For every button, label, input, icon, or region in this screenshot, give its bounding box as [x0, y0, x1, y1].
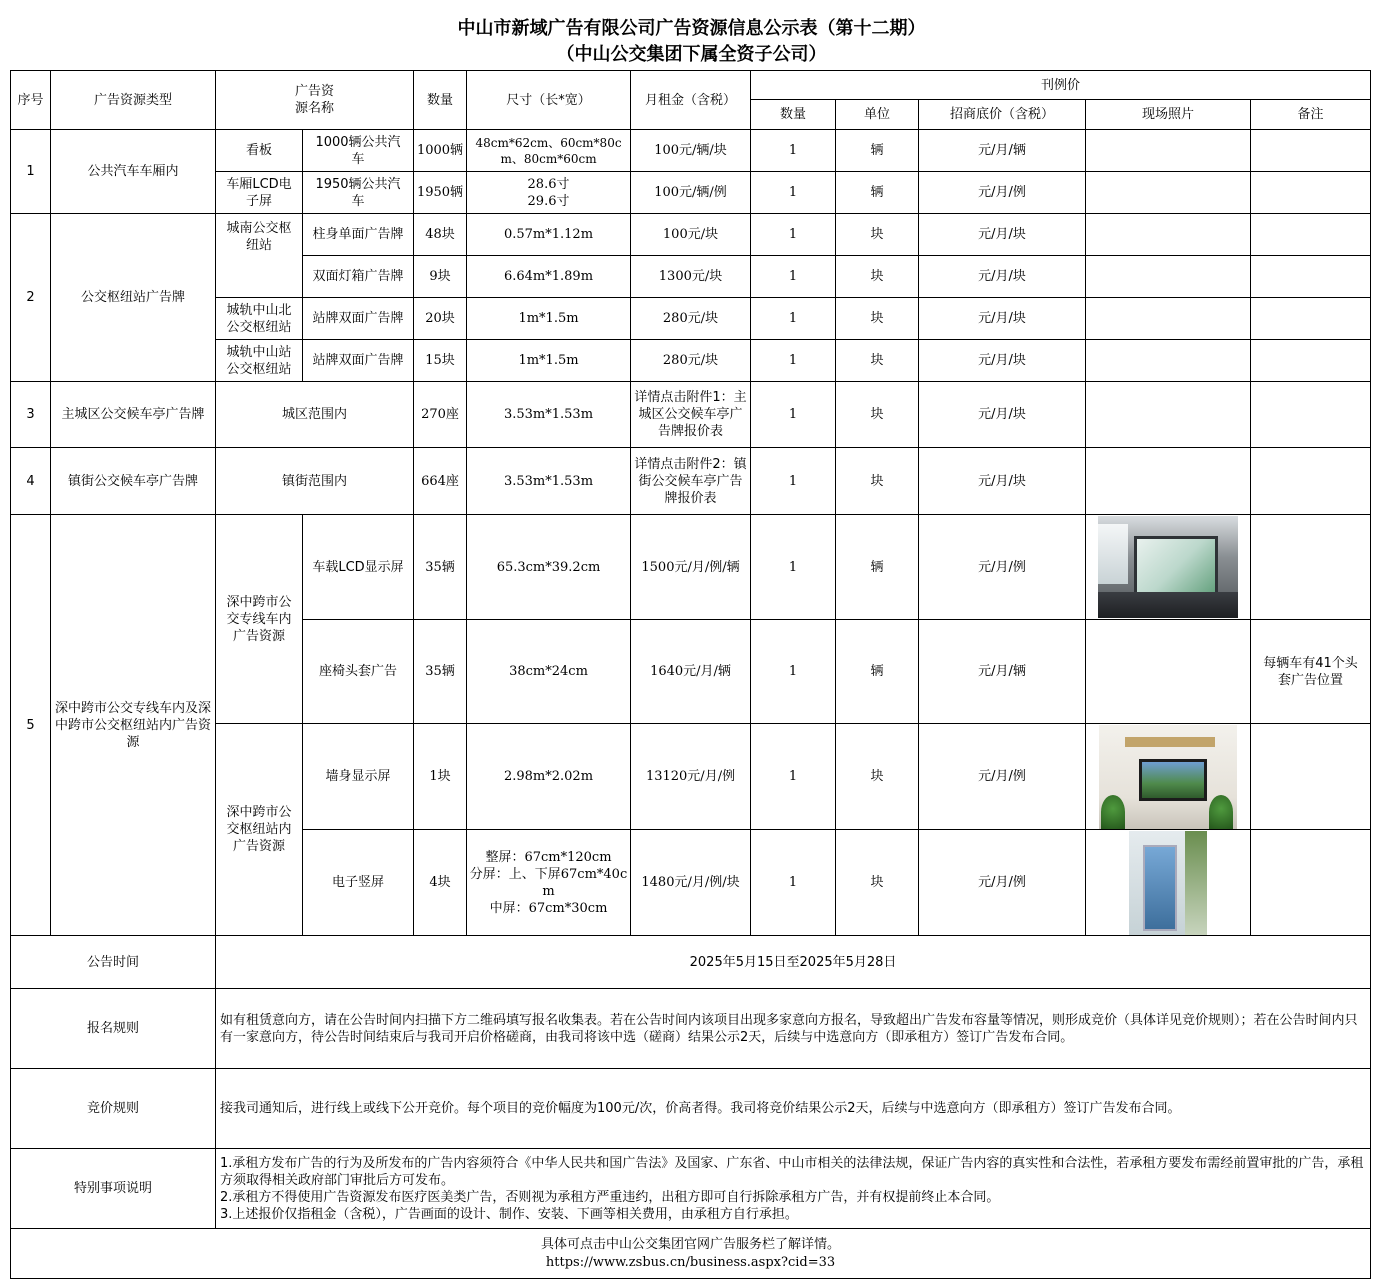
- cell-no: 5: [11, 515, 51, 936]
- cell-name-a: 城轨中山站公交枢纽站: [216, 340, 303, 382]
- cell-unit: 块: [836, 830, 919, 936]
- cell-base: 元/月/例: [919, 830, 1086, 936]
- cell-name-b: 双面灯箱广告牌: [303, 256, 414, 298]
- cell-name-a: 城南公交枢纽站: [216, 214, 303, 298]
- cell-remark: [1251, 340, 1371, 382]
- cell-qty: 9块: [414, 256, 467, 298]
- cell-size: 38cm*24cm: [467, 620, 631, 724]
- cell-rent: 1500元/月/例/辆: [631, 515, 751, 620]
- cell-unit: 块: [836, 382, 919, 448]
- cell-photo: [1086, 214, 1251, 256]
- kiosk-photo: [1129, 831, 1207, 935]
- cell-base: 元/月/辆: [919, 620, 1086, 724]
- header-photo: 现场照片: [1086, 100, 1251, 130]
- cell-photo: [1086, 515, 1251, 620]
- cell-rent: 100元/块: [631, 214, 751, 256]
- cell-base: 元/月/块: [919, 340, 1086, 382]
- cell-photo: [1086, 724, 1251, 830]
- cell-type: 公共汽车车厢内: [51, 130, 216, 214]
- header-price-group: 刊例价: [751, 71, 1371, 100]
- cell-photo: [1086, 130, 1251, 172]
- ad-resource-table: [10, 70, 1371, 1279]
- cell-remark: 每辆车有41个头套广告位置: [1251, 620, 1371, 724]
- cell-type: 主城区公交候车亭广告牌: [51, 382, 216, 448]
- cell-size: 28.6寸 29.6寸: [467, 172, 631, 214]
- footer-cell: [11, 1229, 1371, 1279]
- cell-photo: [1086, 620, 1251, 724]
- cell-size: 48cm*62cm、60cm*80cm、80cm*60cm: [467, 130, 631, 172]
- cell-name-b: 柱身单面广告牌: [303, 214, 414, 256]
- cell-base: 元/月/块: [919, 448, 1086, 515]
- cell-qty: 35辆: [414, 515, 467, 620]
- cell-qty: 1块: [414, 724, 467, 830]
- cell-sub-qty: 1: [751, 214, 836, 256]
- cell-base: 元/月/例: [919, 724, 1086, 830]
- wall-screen-photo: [1099, 725, 1237, 829]
- cell-base: 元/月/辆: [919, 130, 1086, 172]
- cell-qty: 4块: [414, 830, 467, 936]
- cell-base: 元/月/块: [919, 214, 1086, 256]
- cell-remark: [1251, 130, 1371, 172]
- cell-remark: [1251, 515, 1371, 620]
- table-row: [11, 214, 1371, 256]
- cell-unit: 块: [836, 448, 919, 515]
- header-sub-qty: 数量: [751, 100, 836, 130]
- page-subtitle: （中山公交集团下属全资子公司）: [556, 44, 827, 65]
- cell-remark: [1251, 830, 1371, 936]
- cell-base: 元/月/块: [919, 298, 1086, 340]
- bid-value: 接我司通知后，进行线上或线下公开竞价。每个项目的竞价幅度为100元/次，价高者得。我司将竞价结果公示2天，后续与中选意向方（即承租方）签订广告发布合同。: [216, 1069, 1371, 1149]
- info-row-time: [11, 936, 1371, 989]
- cell-photo: [1086, 830, 1251, 936]
- cell-type: 公交枢纽站广告牌: [51, 214, 216, 382]
- cell-unit: 块: [836, 298, 919, 340]
- header-name: 广告资源名称: [216, 71, 414, 130]
- cell-rent: 详情点击附件1：主城区公交候车亭广告牌报价表: [631, 382, 751, 448]
- cell-name-a: 车厢LCD电子屏: [216, 172, 303, 214]
- cell-size: 0.57m*1.12m: [467, 214, 631, 256]
- special-value: [216, 1149, 1371, 1229]
- table-row: [11, 448, 1371, 515]
- cell-name: 城区范围内: [216, 382, 414, 448]
- cell-qty: 270座: [414, 382, 467, 448]
- cell-size: 65.3cm*39.2cm: [467, 515, 631, 620]
- signup-value: 如有租赁意向方，请在公告时间内扫描下方二维码填写报名收集表。若在公告时间内该项目出现多家意向方报名，导致超出广告发布容量等情况，则形成竞价（具体详见竞价规则）；若在公告时间内只有一家意向方，待公告时间结束后与我司开启价格磋商，由我司将该中选（磋商）结果公示2天，后续与中选意向方（即承租方）签订广告发布合同。: [216, 989, 1371, 1069]
- cell-unit: 块: [836, 724, 919, 830]
- cell-name-b: 车载LCD显示屏: [303, 515, 414, 620]
- header-no: 序号: [11, 71, 51, 130]
- cell-photo: [1086, 382, 1251, 448]
- cell-name-b: 电子竖屏: [303, 830, 414, 936]
- cell-base: 元/月/块: [919, 256, 1086, 298]
- cell-base: 元/月/例: [919, 515, 1086, 620]
- cell-sub-qty: 1: [751, 298, 836, 340]
- table-row: [11, 382, 1371, 448]
- cell-rent: 1640元/月/辆: [631, 620, 751, 724]
- cell-photo: [1086, 256, 1251, 298]
- time-label: 公告时间: [11, 936, 216, 989]
- footer-text: 具体可点击中山公交集团官网广告服务栏了解详情。: [541, 1236, 841, 1252]
- cell-size: 1m*1.5m: [467, 298, 631, 340]
- cell-sub-qty: 1: [751, 256, 836, 298]
- header-remark: 备注: [1251, 100, 1371, 130]
- cell-remark: [1251, 448, 1371, 515]
- cell-name-a: 深中跨市公交专线车内广告资源: [216, 515, 303, 724]
- bus-lcd-photo: [1098, 516, 1238, 618]
- cell-qty: 1000辆: [414, 130, 467, 172]
- cell-size: 1m*1.5m: [467, 340, 631, 382]
- footer-row: [11, 1229, 1371, 1279]
- cell-rent: 280元/块: [631, 340, 751, 382]
- cell-rent: 13120元/月/例: [631, 724, 751, 830]
- cell-name-a: 深中跨市公交枢纽站内广告资源: [216, 724, 303, 936]
- cell-qty: 20块: [414, 298, 467, 340]
- bid-label: 竞价规则: [11, 1069, 216, 1149]
- cell-base: 元/月/例: [919, 172, 1086, 214]
- cell-size: 3.53m*1.53m: [467, 448, 631, 515]
- cell-sub-qty: 1: [751, 130, 836, 172]
- cell-name-b: 站牌双面广告牌: [303, 340, 414, 382]
- cell-base: 元/月/块: [919, 382, 1086, 448]
- cell-unit: 辆: [836, 515, 919, 620]
- cell-size: 整屏：67cm*120cm 分屏：上、下屏67cm*40cm 中屏：67cm*30cm: [467, 830, 631, 936]
- cell-unit: 辆: [836, 172, 919, 214]
- cell-no: 1: [11, 130, 51, 214]
- cell-name: 镇街范围内: [216, 448, 414, 515]
- cell-unit: 块: [836, 214, 919, 256]
- cell-size: 3.53m*1.53m: [467, 382, 631, 448]
- cell-name-b: 站牌双面广告牌: [303, 298, 414, 340]
- header-rent: 月租金（含税）: [631, 71, 751, 130]
- cell-unit: 块: [836, 256, 919, 298]
- cell-qty: 35辆: [414, 620, 467, 724]
- cell-unit: 块: [836, 340, 919, 382]
- cell-no: 4: [11, 448, 51, 515]
- cell-remark: [1251, 172, 1371, 214]
- cell-rent: 100元/辆/例: [631, 172, 751, 214]
- cell-rent: 详情点击附件2：镇街公交候车亭广告牌报价表: [631, 448, 751, 515]
- special-item-3: 3.上述报价仅指租金（含税），广告画面的设计、制作、安装、下画等相关费用，由承租方自行承担。: [220, 1206, 798, 1222]
- info-row-bid: [11, 1069, 1371, 1149]
- cell-remark: [1251, 256, 1371, 298]
- cell-photo: [1086, 448, 1251, 515]
- cell-remark: [1251, 382, 1371, 448]
- cell-sub-qty: 1: [751, 830, 836, 936]
- header-unit: 单位: [836, 100, 919, 130]
- cell-qty: 48块: [414, 214, 467, 256]
- table-row: [11, 130, 1371, 172]
- special-item-1: 1.承租方发布广告的行为及所发布的广告内容须符合《中华人民共和国广告法》及国家、广东省、中山市相关的法律法规，保证广告内容的真实性和合法性，若承租方要发布需经前置审批的广告，承租方须取得相关政府部门审批后方可发布。: [220, 1155, 1364, 1188]
- cell-sub-qty: 1: [751, 515, 836, 620]
- cell-size: 6.64m*1.89m: [467, 256, 631, 298]
- cell-qty: 664座: [414, 448, 467, 515]
- cell-name-b: 1950辆公共汽车: [303, 172, 414, 214]
- cell-rent: 100元/辆/块: [631, 130, 751, 172]
- cell-photo: [1086, 340, 1251, 382]
- cell-name-b: 座椅头套广告: [303, 620, 414, 724]
- cell-sub-qty: 1: [751, 172, 836, 214]
- cell-name-b: 1000辆公共汽车: [303, 130, 414, 172]
- cell-type: 深中跨市公交专线车内及深中跨市公交枢纽站内广告资源: [51, 515, 216, 936]
- time-value: 2025年5月15日至2025年5月28日: [216, 936, 1371, 989]
- cell-unit: 辆: [836, 130, 919, 172]
- cell-sub-qty: 1: [751, 620, 836, 724]
- info-row-special: [11, 1149, 1371, 1229]
- footer-link[interactable]: https://www.zsbus.cn/business.aspx?cid=33: [545, 1254, 836, 1270]
- cell-sub-qty: 1: [751, 448, 836, 515]
- cell-photo: [1086, 172, 1251, 214]
- cell-size: 2.98m*2.02m: [467, 724, 631, 830]
- cell-sub-qty: 1: [751, 340, 836, 382]
- cell-qty: 1950辆: [414, 172, 467, 214]
- cell-rent: 280元/块: [631, 298, 751, 340]
- cell-name-a: 看板: [216, 130, 303, 172]
- header-qty: 数量: [414, 71, 467, 130]
- cell-name-b: 墙身显示屏: [303, 724, 414, 830]
- cell-no: 2: [11, 214, 51, 382]
- cell-no: 3: [11, 382, 51, 448]
- special-item-2: 2.承租方不得使用广告资源发布医疗医美类广告，否则视为承租方严重违约，出租方即可自行拆除承租方广告，并有权提前终止本合同。: [220, 1189, 1000, 1205]
- cell-remark: [1251, 724, 1371, 830]
- header-type: 广告资源类型: [51, 71, 216, 130]
- header-size: 尺寸（长*宽）: [467, 71, 631, 130]
- info-row-signup: [11, 989, 1371, 1069]
- cell-type: 镇街公交候车亭广告牌: [51, 448, 216, 515]
- cell-name-a: 城轨中山北公交枢纽站: [216, 298, 303, 340]
- header-base-price: 招商底价（含税）: [919, 100, 1086, 130]
- signup-label: 报名规则: [11, 989, 216, 1069]
- cell-sub-qty: 1: [751, 724, 836, 830]
- cell-qty: 15块: [414, 340, 467, 382]
- cell-remark: [1251, 298, 1371, 340]
- cell-photo: [1086, 298, 1251, 340]
- cell-sub-qty: 1: [751, 382, 836, 448]
- cell-remark: [1251, 214, 1371, 256]
- cell-rent: 1480元/月/例/块: [631, 830, 751, 936]
- cell-rent: 1300元/块: [631, 256, 751, 298]
- special-label: 特别事项说明: [11, 1149, 216, 1229]
- table-row: [11, 515, 1371, 620]
- cell-unit: 辆: [836, 620, 919, 724]
- page-title: 中山市新域广告有限公司广告资源信息公示表（第十二期）: [457, 18, 926, 39]
